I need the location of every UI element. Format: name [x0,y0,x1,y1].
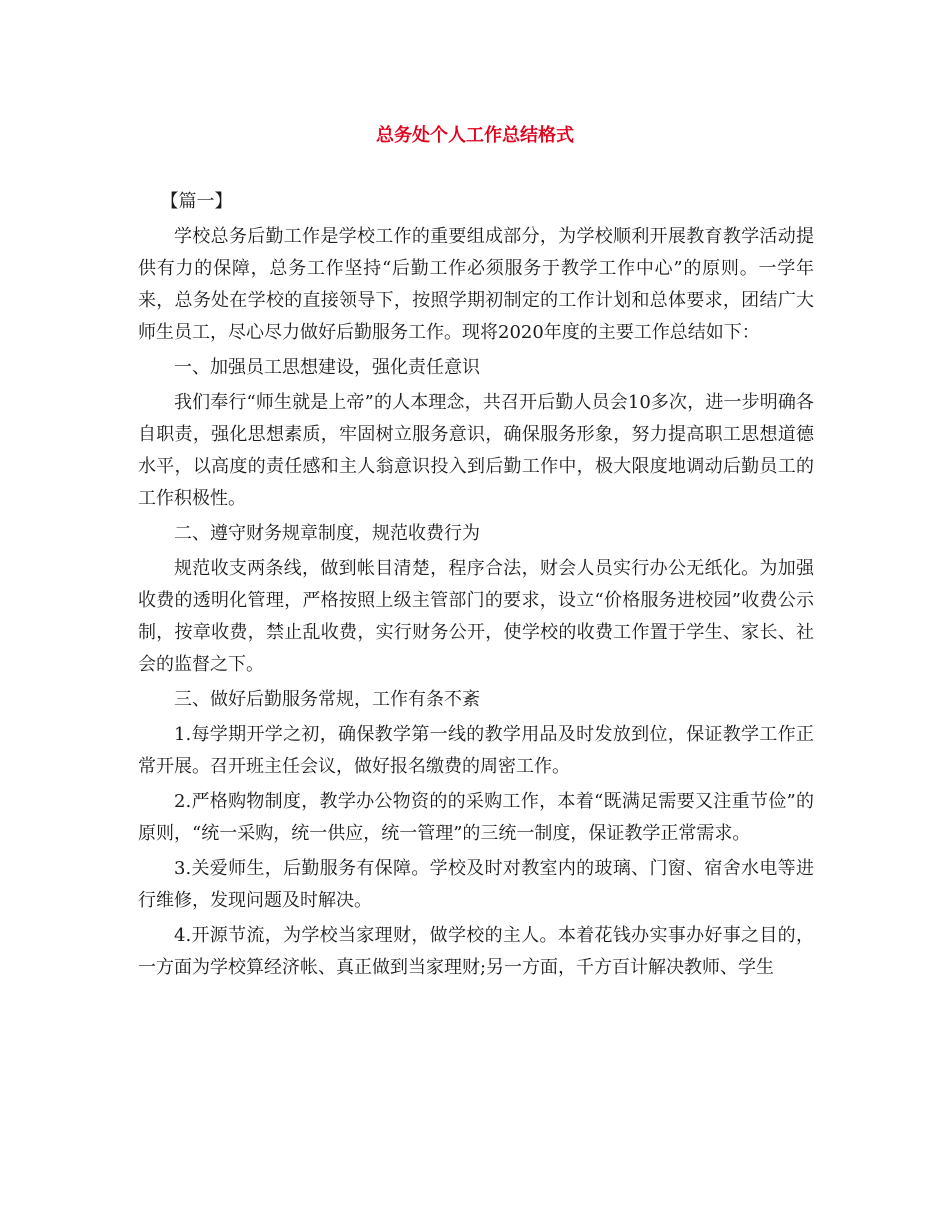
heading-one: 一、加强员工思想建设，强化责任意识 [174,357,480,378]
paragraph-intro: 学校总务后勤工作是学校工作的重要组成部分，为学校顺利开展教育教学活动提供有力的保障，总务工作坚持“后勤工作必须服务于教学工作中心”的原则。一学年来，总务处在学校的直接领导下，按照学期初制定的工作计划和总体要求，团结广大师生员工，尽心尽力做好后勤服务工作。现将2020年度的主要工作总结如下： [138,226,814,343]
document-body [138,186,814,987]
paragraph-two: 规范收支两条线，做到帐目清楚，程序合法，财会人员实行办公无纸化。为加强收费的透明化管理，严格按照上级主管部门的要求，设立“价格服务进校园”收费公示制，按章收费，禁止乱收费，实行财务公开，使学校的收费工作置于学生、家长、社会的监督之下。 [138,558,814,675]
section-label: 【篇一】 [160,191,233,212]
list-item-2: 2.严格购物制度，教学办公物资的的采购工作，本着“既满足需要又注重节俭”的原则，“统一采购，统一供应，统一管理”的三统一制度，保证教学正常需求。 [138,791,814,844]
paragraph-one: 我们奉行“师生就是上帝”的人本理念，共召开后勤人员会10多次，进一步明确各自职责，强化思想素质，牢固树立服务意识，确保服务形象，努力提高职工思想道德水平，以高度的责任感和主人翁意识投入到后勤工作中，极大限度地调动后勤员工的工作积极性。 [138,392,814,509]
list-item-3: 3.关爱师生，后勤服务有保障。学校及时对教室内的玻璃、门窗、宿舍水电等进行维修，发现问题及时解决。 [138,858,814,911]
heading-two: 二、遵守财务规章制度，规范收费行为 [174,523,480,544]
list-item-4: 4.开源节流，为学校当家理财，做学校的主人。本着花钱办实事办好事之目的，一方面为学校算经济帐、真正做到当家理财;另一方面，千方百计解决教师、学生 [138,925,814,978]
document-title: 总务处个人工作总结格式 [376,125,574,146]
heading-three: 三、做好后勤服务常规，工作有条不紊 [174,689,480,710]
list-item-1: 1.每学期开学之初，确保教学第一线的教学用品及时发放到位，保证教学工作正常开展。召开班主任会议，做好报名缴费的周密工作。 [138,724,814,777]
